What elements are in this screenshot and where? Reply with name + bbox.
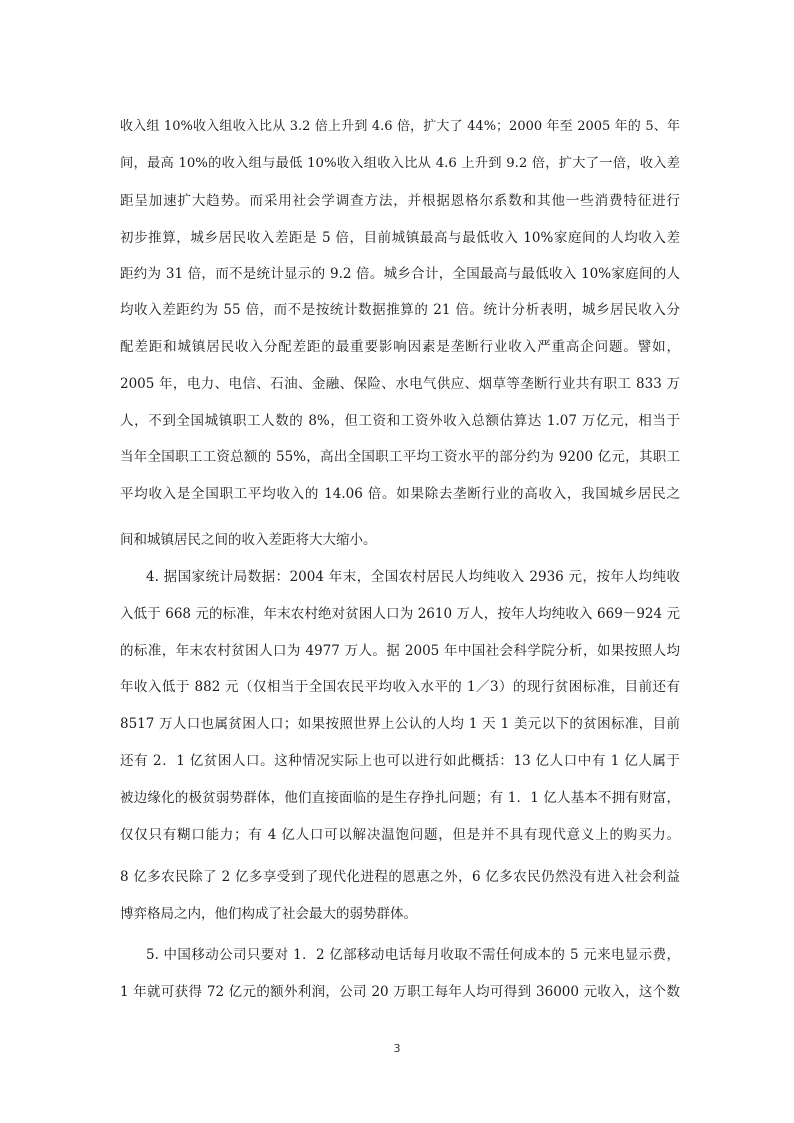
text-line: 8 亿多农民除了 2 亿多享受到了现代化进程的恩惠之外，6 亿多农民仍然没有进入社会利益 [120, 869, 680, 885]
text-line: 的标准，年末农村贫困人口为 4977 万人。据 2005 年中国社会科学院分析，如果按照人均 [120, 643, 680, 659]
text-line: 年收入低于 882 元（仅相当于全国农民平均收入水平的 1／3）的现行贫困标准，目前还有 [120, 679, 680, 695]
text-line: 当年全国职工工资总额的 55%，高出全国职工平均工资水平的部分约为 9200 亿元，其职工 [120, 449, 680, 465]
text-line: 人，不到全国城镇职工人数的 8%，但工资和工资外收入总额估算达 1.07 万亿元，相当于 [120, 413, 680, 429]
text-line: 1 年就可获得 72 亿元的额外利润，公司 20 万职工每年人均可得到 36000 元收入，这个数 [120, 984, 680, 1000]
text-line: 初步推算，城乡居民收入差距是 5 倍，目前城镇最高与最低收入 10%家庭间的人均收入差 [120, 230, 680, 246]
text-line: 8517 万人口也属贫困人口；如果按照世界上公认的人均 1 天 1 美元以下的贫困标准，目前 [120, 716, 680, 732]
text-line: 距呈加速扩大趋势。而采用社会学调查方法，并根据恩格尔系数和其他一些消费特征进行 [120, 193, 680, 209]
text-line: 博弈格局之内，他们构成了社会最大的弱势群体。 [120, 906, 417, 922]
text-line: 间，最高 10%的收入组与最低 10%收入组收入比从 4.6 上升到 9.2 倍，扩大了一倍，收入差 [120, 156, 680, 171]
paragraph-5-start: 5. 中国移动公司只要对 1．2 亿部移动电话每月收取不需任何成本的 5 元来电显示费， [146, 947, 680, 963]
text-line: 还有 2．1 亿贫困人口。这种情况实际上也可以进行如此概括：13 亿人口中有 1 亿人属于 [120, 753, 680, 769]
paragraph-4-start: 4. 据国家统计局数据：2004 年末，全国农村居民人均纯收入 2936 元，按年人均纯收 [146, 569, 680, 585]
text-line: 配差距和城镇居民收入分配差距的最重要影响因素是垄断行业收入严重高企问题。譬如， [120, 339, 680, 355]
page-number: 3 [393, 1042, 401, 1055]
text-line: 2005 年，电力、电信、石油、金融、保险、水电气供应、烟草等垄断行业共有职工 833 万 [120, 376, 680, 392]
text-line: 收入组 10%收入组收入比从 3.2 倍上升到 4.6 倍，扩大了 44%；2000 年至 2005 年的 5、年 [120, 119, 680, 134]
text-line: 均收入差距约为 55 倍，而不是按统计数据推算的 21 倍。统计分析表明，城乡居民收入分 [120, 302, 680, 318]
text-line: 距约为 31 倍，而不是统计显示的 9.2 倍。城乡合计，全国最高与最低收入 10%家庭间的人 [120, 266, 680, 282]
text-line: 仅仅只有糊口能力；有 4 亿人口可以解决温饱问题，但是并不具有现代意义上的购买力。 [120, 827, 680, 843]
text-line: 被边缘化的极贫弱势群体，他们直接面临的是生存挣扎问题；有 1．1 亿人基本不拥有财富， [120, 790, 680, 806]
text-line: 入低于 668 元的标准，年末农村绝对贫困人口为 2610 万人，按年人均纯收入 669－924 元 [120, 606, 680, 622]
text-line: 间和城镇居民之间的收入差距将大大缩小。 [120, 532, 377, 548]
text-line: 平均收入是全国职工平均收入的 14.06 倍。如果除去垄断行业的高收入，我国城乡居民之 [120, 486, 680, 502]
